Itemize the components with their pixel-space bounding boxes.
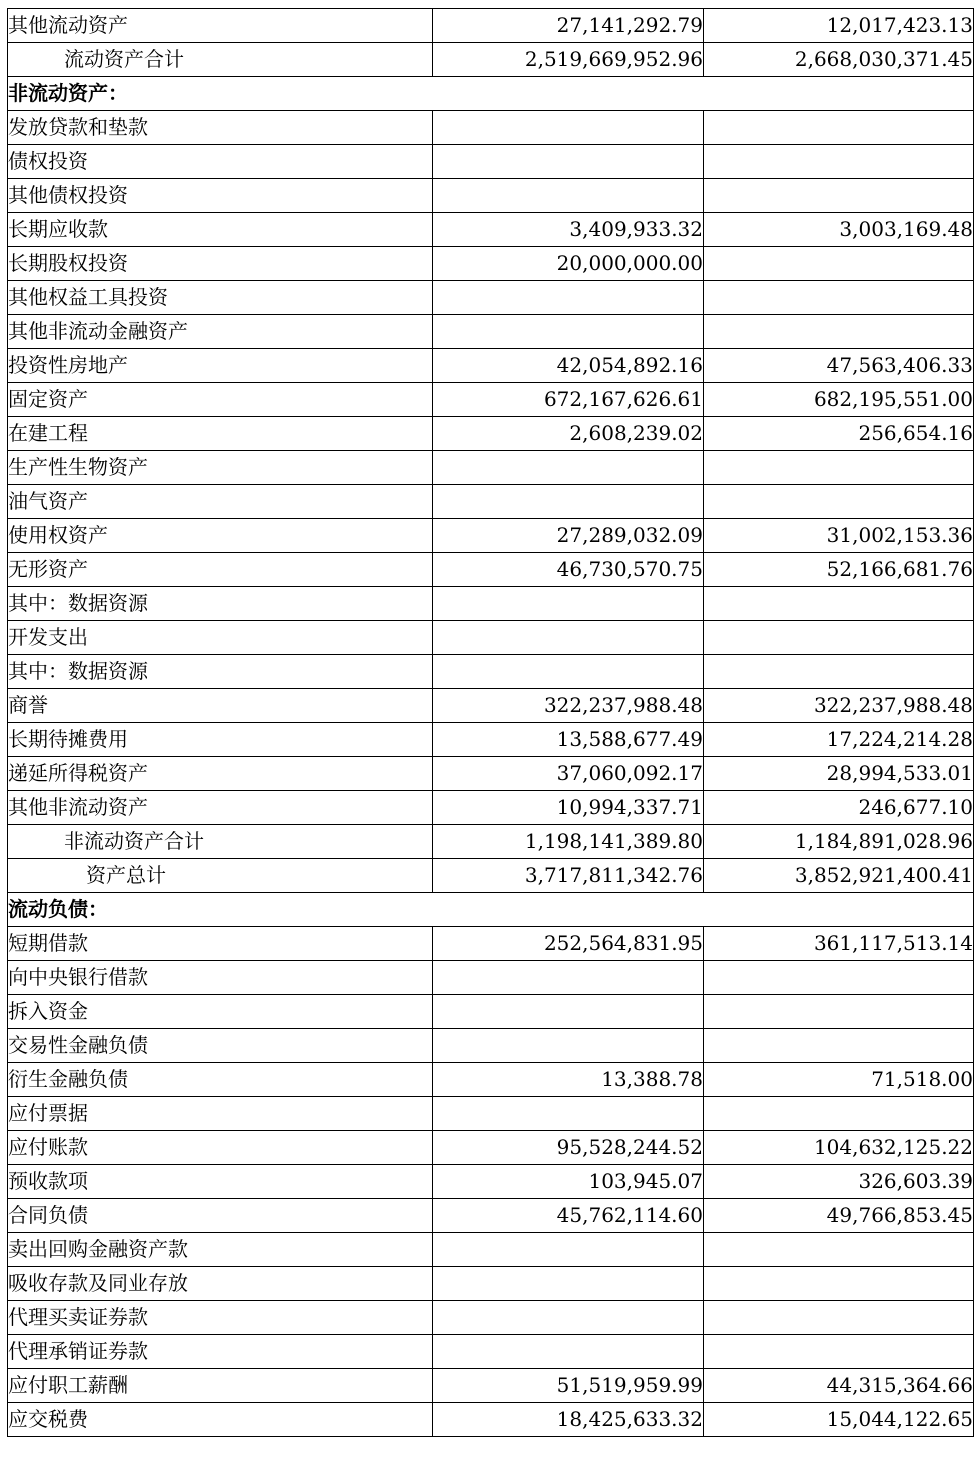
value-period-end [433, 451, 704, 485]
value-period-end: 51,519,959.99 [433, 1369, 704, 1403]
value-period-begin: 326,603.39 [704, 1165, 974, 1199]
value-period-begin: 3,003,169.48 [704, 213, 974, 247]
value-period-begin [704, 1335, 974, 1369]
balance-sheet-table [7, 8, 974, 1437]
section-header-row [8, 893, 974, 927]
value-period-end: 27,141,292.79 [433, 9, 704, 43]
value-period-begin [704, 281, 974, 315]
value-period-end [433, 587, 704, 621]
value-period-end: 45,762,114.60 [433, 1199, 704, 1233]
value-period-end [433, 315, 704, 349]
row-label: 短期借款 [8, 927, 433, 961]
row-label: 拆入资金 [8, 995, 433, 1029]
value-period-end [433, 485, 704, 519]
value-period-end [433, 1233, 704, 1267]
row-label: 应交税费 [8, 1403, 433, 1437]
table-row [8, 1233, 974, 1267]
row-label: 其他非流动金融资产 [8, 315, 433, 349]
table-row [8, 519, 974, 553]
row-label: 其中：数据资源 [8, 587, 433, 621]
table-row [8, 1097, 974, 1131]
value-period-end: 42,054,892.16 [433, 349, 704, 383]
table-row [8, 791, 974, 825]
row-label: 长期股权投资 [8, 247, 433, 281]
value-period-end [433, 281, 704, 315]
value-period-end [433, 655, 704, 689]
row-label: 应付票据 [8, 1097, 433, 1131]
table-row [8, 927, 974, 961]
section-header-row [8, 77, 974, 111]
value-period-end [433, 179, 704, 213]
value-period-begin [704, 451, 974, 485]
value-period-end [433, 961, 704, 995]
value-period-begin [704, 1029, 974, 1063]
value-period-begin: 28,994,533.01 [704, 757, 974, 791]
value-period-begin: 1,184,891,028.96 [704, 825, 974, 859]
value-period-begin: 31,002,153.36 [704, 519, 974, 553]
value-period-begin [704, 111, 974, 145]
value-period-end: 3,409,933.32 [433, 213, 704, 247]
value-period-end: 322,237,988.48 [433, 689, 704, 723]
table-row [8, 213, 974, 247]
row-label: 应付职工薪酬 [8, 1369, 433, 1403]
table-row [8, 145, 974, 179]
value-period-begin [704, 1267, 974, 1301]
row-label: 合同负债 [8, 1199, 433, 1233]
value-period-begin: 49,766,853.45 [704, 1199, 974, 1233]
row-label: 使用权资产 [8, 519, 433, 553]
row-label: 其他流动资产 [8, 9, 433, 43]
row-label: 非流动资产合计 [8, 825, 433, 859]
row-label: 吸收存款及同业存放 [8, 1267, 433, 1301]
value-period-begin [704, 247, 974, 281]
row-label: 应付账款 [8, 1131, 433, 1165]
table-row [8, 995, 974, 1029]
table-row [8, 553, 974, 587]
value-period-end: 1,198,141,389.80 [433, 825, 704, 859]
value-period-begin [704, 179, 974, 213]
row-label: 发放贷款和垫款 [8, 111, 433, 145]
table-row [8, 689, 974, 723]
row-label: 开发支出 [8, 621, 433, 655]
value-period-begin: 361,117,513.14 [704, 927, 974, 961]
value-period-end [433, 1029, 704, 1063]
value-period-begin: 256,654.16 [704, 417, 974, 451]
value-period-begin: 71,518.00 [704, 1063, 974, 1097]
value-period-end: 20,000,000.00 [433, 247, 704, 281]
table-row [8, 417, 974, 451]
value-period-end: 37,060,092.17 [433, 757, 704, 791]
row-label: 在建工程 [8, 417, 433, 451]
value-period-begin [704, 961, 974, 995]
table-body [8, 9, 974, 1437]
table-row [8, 723, 974, 757]
row-label: 预收款项 [8, 1165, 433, 1199]
value-period-begin: 682,195,551.00 [704, 383, 974, 417]
value-period-end: 13,388.78 [433, 1063, 704, 1097]
value-period-begin: 47,563,406.33 [704, 349, 974, 383]
row-label: 递延所得税资产 [8, 757, 433, 791]
value-period-end: 2,608,239.02 [433, 417, 704, 451]
table-row [8, 281, 974, 315]
value-period-end [433, 995, 704, 1029]
value-period-end [433, 111, 704, 145]
row-label: 交易性金融负债 [8, 1029, 433, 1063]
table-row [8, 961, 974, 995]
value-period-end: 46,730,570.75 [433, 553, 704, 587]
row-label: 代理买卖证券款 [8, 1301, 433, 1335]
table-row [8, 451, 974, 485]
table-row [8, 43, 974, 77]
value-period-begin [704, 145, 974, 179]
row-label: 卖出回购金融资产款 [8, 1233, 433, 1267]
row-label: 商誉 [8, 689, 433, 723]
value-period-begin [704, 1233, 974, 1267]
table-row [8, 757, 974, 791]
row-label: 衍生金融负债 [8, 1063, 433, 1097]
row-label: 其他非流动资产 [8, 791, 433, 825]
table-row [8, 1131, 974, 1165]
value-period-begin: 2,668,030,371.45 [704, 43, 974, 77]
row-label: 其他权益工具投资 [8, 281, 433, 315]
table-row [8, 621, 974, 655]
value-period-begin: 246,677.10 [704, 791, 974, 825]
value-period-begin: 3,852,921,400.41 [704, 859, 974, 893]
table-row [8, 655, 974, 689]
value-period-end [433, 1267, 704, 1301]
value-period-end: 252,564,831.95 [433, 927, 704, 961]
row-label: 无形资产 [8, 553, 433, 587]
value-period-begin [704, 315, 974, 349]
table-row [8, 247, 974, 281]
row-label: 固定资产 [8, 383, 433, 417]
value-period-begin [704, 485, 974, 519]
table-row [8, 349, 974, 383]
value-period-end: 2,519,669,952.96 [433, 43, 704, 77]
row-label: 油气资产 [8, 485, 433, 519]
section-label: 流动负债： [8, 893, 974, 927]
value-period-begin: 322,237,988.48 [704, 689, 974, 723]
value-period-end [433, 621, 704, 655]
value-period-begin [704, 995, 974, 1029]
row-label: 资产总计 [8, 859, 433, 893]
value-period-begin [704, 621, 974, 655]
section-label: 非流动资产： [8, 77, 974, 111]
table-row [8, 315, 974, 349]
table-row [8, 179, 974, 213]
table-row [8, 1301, 974, 1335]
table-row [8, 1029, 974, 1063]
table-row [8, 1369, 974, 1403]
row-label: 债权投资 [8, 145, 433, 179]
value-period-end: 3,717,811,342.76 [433, 859, 704, 893]
value-period-end: 18,425,633.32 [433, 1403, 704, 1437]
row-label: 流动资产合计 [8, 43, 433, 77]
row-label: 向中央银行借款 [8, 961, 433, 995]
table-row [8, 485, 974, 519]
value-period-end: 13,588,677.49 [433, 723, 704, 757]
table-row [8, 1063, 974, 1097]
table-row [8, 859, 974, 893]
row-label: 投资性房地产 [8, 349, 433, 383]
value-period-begin: 12,017,423.13 [704, 9, 974, 43]
value-period-begin: 104,632,125.22 [704, 1131, 974, 1165]
table-row [8, 1403, 974, 1437]
table-row [8, 1267, 974, 1301]
table-row [8, 587, 974, 621]
balance-sheet [7, 8, 974, 1437]
row-label: 代理承销证券款 [8, 1335, 433, 1369]
value-period-begin [704, 1097, 974, 1131]
value-period-begin [704, 655, 974, 689]
row-label: 长期应收款 [8, 213, 433, 247]
value-period-begin: 17,224,214.28 [704, 723, 974, 757]
table-row [8, 1335, 974, 1369]
row-label: 生产性生物资产 [8, 451, 433, 485]
value-period-begin: 15,044,122.65 [704, 1403, 974, 1437]
value-period-begin: 52,166,681.76 [704, 553, 974, 587]
table-row [8, 383, 974, 417]
value-period-end: 10,994,337.71 [433, 791, 704, 825]
value-period-end [433, 1335, 704, 1369]
value-period-begin [704, 587, 974, 621]
row-label: 其中：数据资源 [8, 655, 433, 689]
value-period-end: 672,167,626.61 [433, 383, 704, 417]
row-label: 长期待摊费用 [8, 723, 433, 757]
table-row [8, 9, 974, 43]
value-period-end: 95,528,244.52 [433, 1131, 704, 1165]
value-period-end [433, 1301, 704, 1335]
value-period-end [433, 145, 704, 179]
table-row [8, 1165, 974, 1199]
table-row [8, 1199, 974, 1233]
table-row [8, 111, 974, 145]
value-period-end: 103,945.07 [433, 1165, 704, 1199]
value-period-begin: 44,315,364.66 [704, 1369, 974, 1403]
table-row [8, 825, 974, 859]
value-period-begin [704, 1301, 974, 1335]
value-period-end: 27,289,032.09 [433, 519, 704, 553]
row-label: 其他债权投资 [8, 179, 433, 213]
value-period-end [433, 1097, 704, 1131]
